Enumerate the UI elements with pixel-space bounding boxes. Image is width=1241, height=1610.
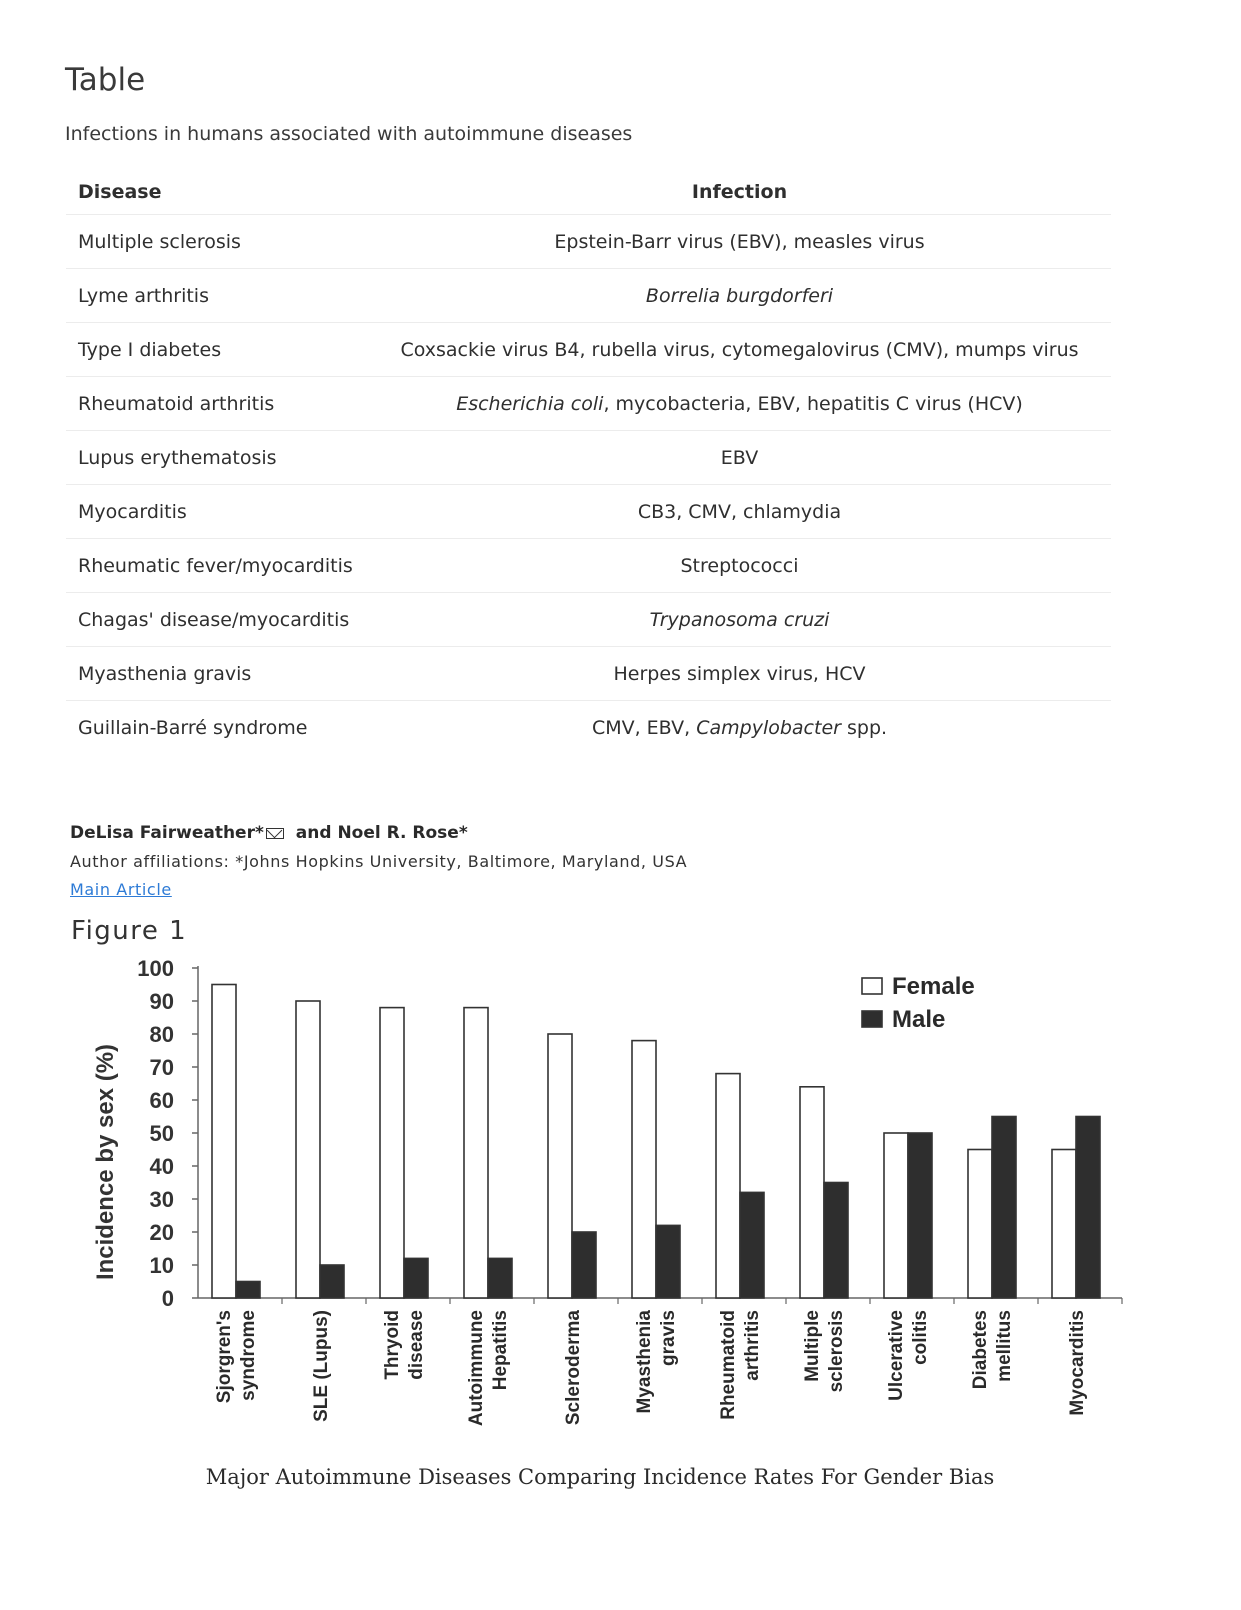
y-tick-label: 50 [149, 1121, 174, 1146]
bar-male [320, 1265, 344, 1298]
author-name-second: and Noel R. Rose* [289, 823, 468, 843]
legend-swatch-male [862, 1011, 882, 1027]
bar-female [212, 985, 236, 1299]
x-tick-label-line: Multiple [802, 1310, 823, 1382]
bar-female [380, 1008, 404, 1298]
x-tick-label-line: colitis [910, 1310, 931, 1365]
disease-cell: Myocarditis [66, 485, 368, 539]
x-tick-label [634, 1310, 679, 1414]
x-tick-label-line: syndrome [238, 1310, 259, 1401]
x-tick-label-line: Myasthenia [634, 1310, 655, 1414]
y-tick-label: 30 [149, 1187, 174, 1212]
bar-male [236, 1282, 260, 1299]
x-tick-label-line: Diabetes [970, 1310, 991, 1390]
x-tick-label [718, 1310, 763, 1420]
y-tick-label: 90 [149, 989, 174, 1014]
legend-label-male: Male [892, 1006, 946, 1033]
bar-male [908, 1133, 932, 1298]
disease-cell: Rheumatic fever/myocarditis [66, 539, 368, 593]
infection-text: Herpes simplex virus, HCV [613, 662, 866, 685]
author-name-first: DeLisa Fairweather* [70, 823, 264, 843]
figure-heading: Figure 1 [71, 916, 188, 946]
x-tick-label-line: Scleroderma [563, 1310, 584, 1426]
x-tick-label [563, 1310, 584, 1426]
y-tick-label: 100 [137, 956, 174, 981]
x-tick-label-line: disease [406, 1310, 427, 1380]
x-tick-label-line: sclerosis [826, 1310, 847, 1393]
infection-text: EBV [720, 446, 759, 469]
infection-text: , mycobacteria, EBV, hepatitis C virus (HCV) [603, 392, 1023, 415]
x-tick-label [886, 1310, 931, 1401]
x-tick-label-line: SLE (Lupus) [311, 1310, 332, 1422]
main-article-link[interactable]: Main Article [70, 880, 172, 899]
disease-cell: Myasthenia gravis [66, 647, 368, 701]
x-tick-label-line: Sjorgren's [214, 1310, 235, 1404]
infection-text: Epstein-Barr virus (EBV), measles virus [554, 230, 925, 253]
disease-cell: Rheumatoid arthritis [66, 377, 368, 431]
column-header-infection: Infection [368, 170, 1111, 215]
infection-text: Campylobacter [696, 716, 841, 739]
x-tick-label-line: Thryoid [382, 1310, 403, 1380]
infection-text: Coxsackie virus B4, rubella virus, cytomegalovirus (CMV), mumps virus [400, 338, 1079, 361]
disease-cell: Guillain-Barré syndrome [78, 716, 308, 739]
bar-male [488, 1258, 512, 1298]
bar-male [1076, 1117, 1100, 1299]
bar-female [296, 1001, 320, 1298]
infection-text: Escherichia coli [456, 392, 604, 415]
bar-male [740, 1192, 764, 1298]
bar-male [824, 1183, 848, 1299]
x-tick-label [311, 1310, 332, 1422]
y-tick-label: 0 [161, 1286, 174, 1311]
x-tick-label [214, 1310, 259, 1403]
bar-female [548, 1034, 572, 1298]
x-tick-label-line: mellitus [994, 1310, 1015, 1382]
disease-cell: Lyme arthritis [66, 269, 368, 323]
disease-cell: Chagas' disease/myocarditis [66, 593, 368, 647]
y-tick-label: 40 [149, 1154, 174, 1179]
x-tick-label-line: Ulcerative [886, 1310, 907, 1401]
x-tick-label-line: Hepatitis [490, 1310, 511, 1391]
bar-female [968, 1150, 992, 1299]
x-tick-label [1067, 1310, 1088, 1416]
bar-male [572, 1232, 596, 1298]
infection-text: Borrelia burgdorferi [645, 284, 834, 307]
legend-label-female: Female [892, 973, 975, 1000]
bar-female [464, 1008, 488, 1298]
x-tick-label-line: gravis [658, 1310, 679, 1366]
bar-female [800, 1087, 824, 1298]
y-tick-label: 70 [149, 1055, 174, 1080]
x-tick-label-line: Myocarditis [1067, 1310, 1088, 1416]
x-tick-label [382, 1310, 427, 1380]
x-tick-label [466, 1310, 511, 1426]
bar-female [884, 1133, 908, 1298]
y-tick-label: 20 [149, 1220, 174, 1245]
bar-male [404, 1258, 428, 1298]
y-tick-label: 10 [149, 1253, 174, 1278]
column-header-disease: Disease [66, 170, 368, 215]
infection-text: spp. [840, 716, 888, 739]
infection-text: Streptococci [680, 554, 799, 577]
legend-swatch-female [862, 978, 882, 994]
x-tick-label-line: Rheumatoid [718, 1310, 739, 1420]
disease-cell: Type I diabetes [66, 323, 368, 377]
table-caption: Infections in humans associated with autoimmune diseases [65, 123, 633, 145]
x-tick-label-line: arthritis [742, 1310, 763, 1381]
table-heading: Table [65, 62, 146, 98]
author-affiliations: Author affiliations: *Johns Hopkins University, Baltimore, Maryland, USA [70, 852, 688, 871]
bar-female [716, 1074, 740, 1298]
y-tick-label: 60 [149, 1088, 174, 1113]
x-tick-label [802, 1310, 847, 1392]
bar-female [632, 1041, 656, 1298]
infection-text: Trypanosoma cruzi [649, 608, 830, 631]
bar-male [656, 1225, 680, 1298]
infection-text: CB3, CMV, chlamydia [637, 500, 842, 523]
x-tick-label [970, 1310, 1015, 1389]
disease-cell: Multiple sclerosis [66, 215, 368, 269]
bar-female [1052, 1150, 1076, 1299]
figure-caption: Major Autoimmune Diseases Comparing Incidence Rates For Gender Bias [205, 1465, 995, 1489]
infection-text: CMV, EBV, [591, 716, 697, 739]
bar-male [992, 1117, 1016, 1299]
y-axis-title: Incidence by sex (%) [92, 1043, 119, 1281]
disease-cell: Lupus erythematosis [66, 431, 368, 485]
x-tick-label-line: Autoimmune [466, 1310, 487, 1427]
y-tick-label: 80 [149, 1022, 174, 1047]
